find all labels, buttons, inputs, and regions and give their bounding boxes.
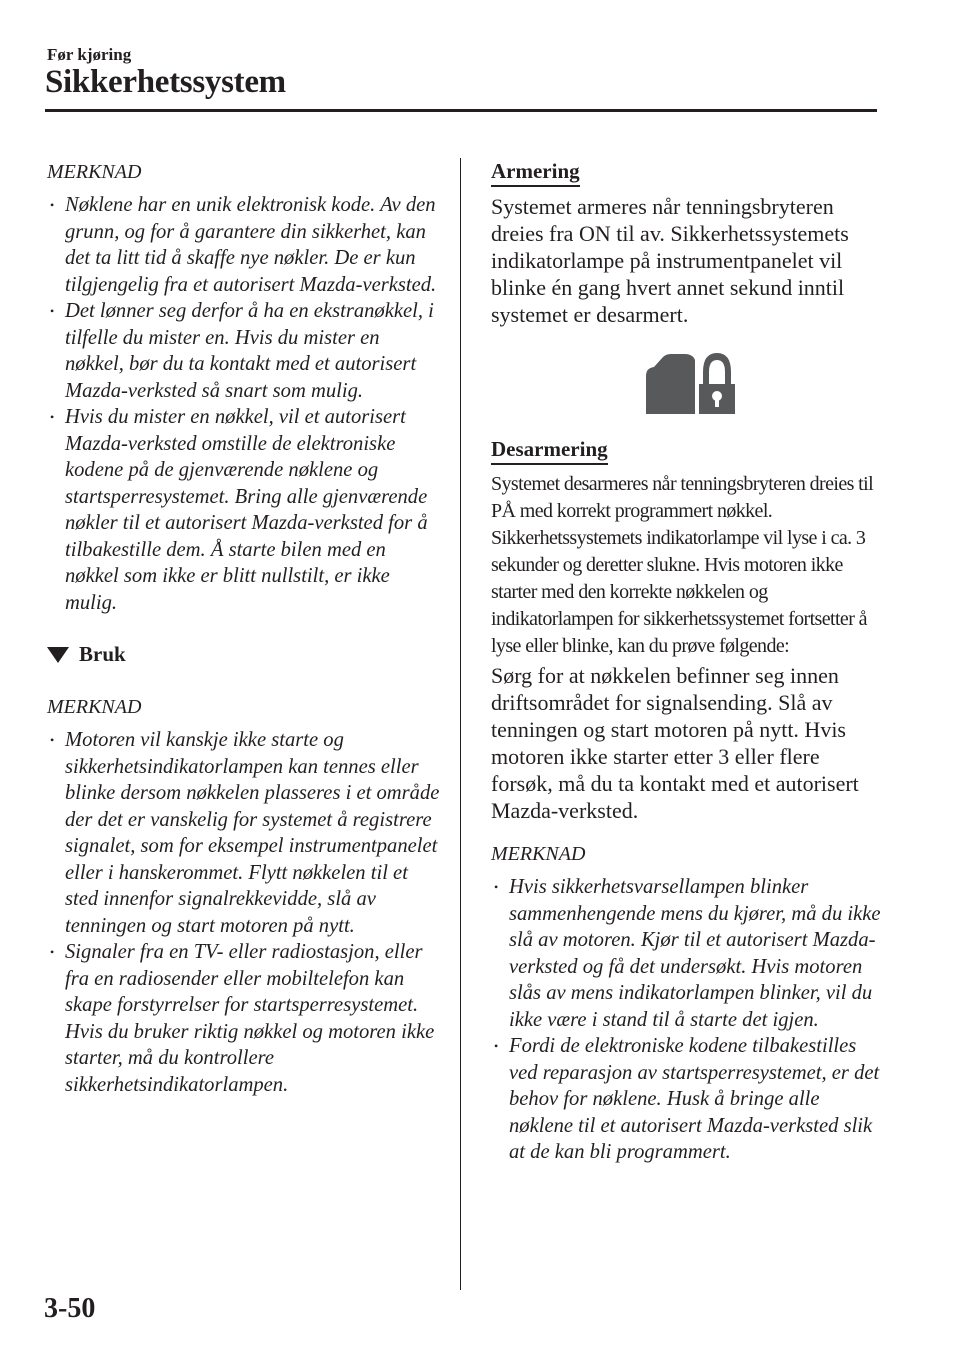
column-divider [460,158,461,1290]
right-column [491,158,883,1166]
note-item: • Motoren vil kanskje ikke starte og sikkerhetsindikatorlampen kan tennes eller blinke dersom nøkkelen plasseres i et område der det er vanskelig for systemet å registrere signalet, som for eksempel instrumentpanelet eller i hanskerommet. Flytt nøkkelen til et sted innenfor signalrekkevidde, slå av tenningen og start motoren på nytt. [47,727,442,939]
page-number: 3-50 [44,1293,96,1324]
armering-heading: Armering [491,158,580,187]
note-item: • Fordi de elektroniske kodene tilbakestilles ved reparasjon av startsperresystemet, er det behov for nøklene. Husk å bringe alle nøklene til et autorisert Mazda-verksted slik at de kan bli programmert. [491,1033,883,1166]
note-list [491,874,883,1166]
note-item: • Signaler fra en TV- eller radiostasjon, eller fra en radiosender eller mobiltelefon kan skape forstyrrelser for startsperresystemet. Hvis du bruker riktig nøkkel og motoren ikke starter, må du kontrollere sikkerhetsindikatorlampen. [47,939,442,1098]
note-item: • Nøklene har en unik elektronisk kode. Av den grunn, og for å garantere din sikkerhet, kan det ta litt tid å skaffe nye nøkler. De er kun tilgjengelig fra et autorisert Mazda-verksted. [47,192,442,298]
note-list [47,727,442,1098]
triangle-down-icon [47,647,69,663]
bruk-heading-label: Bruk [79,642,126,666]
note-heading: MERKNAD [491,843,586,865]
desarmering-text-continued: Sørg for at nøkkelen befinner seg innen driftsområdet for signalsending. Slå av tenningen og start motoren på nytt. Hvis motoren ikke starter etter 3 eller flere forsøk, må du ta kontakt med et autorisert Mazda-verksted. [491,663,859,823]
section-label: Før kjøring [47,45,132,64]
note-item: • Hvis du mister en nøkkel, vil et autorisert Mazda-verksted omstille de elektroniske kodene på de gjenværende nøklene og startsperresystemet. Bring alle gjenværende nøkler til et autorisert Mazda-verksted for å tilbakestille dem. Å starte bilen med en nøkkel som ikke er blitt nullstilt, er ikke mulig. [47,404,442,616]
security-indicator-lamp-icon [491,348,883,418]
header-divider [45,109,877,112]
note-item: • Det lønner seg derfor å ha en ekstranøkkel, i tilfelle du mister en. Hvis du mister en nøkkel, bør du ta kontakt med et autorisert Mazda-verksted så snart som mulig. [47,298,442,404]
desarmering-text: Systemet desarmeres når tenningsbryteren dreies til PÅ med korrekt programmert nøkkel. Sikkerhetssystemets indikatorlampe vil lyse i ca. 3 sekunder og deretter slukne. Hvis motoren ikke starter med den korrekte nøkkelen og indikatorlampen for sikkerhetssystemet fortsetter å lyse eller blinke, kan du prøve følgende: [491,473,874,657]
desarmering-heading: Desarmering [491,436,608,465]
bruk-section-heading [47,642,442,667]
note-item: • Hvis sikkerhetsvarsellampen blinker sammenhengende mens du kjører, må du ikke slå av motoren. Kjør til et autorisert Mazda-verksted og få det undersøkt. Hvis motoren slås av mens indikatorlampen blinker, vil du ikke være i stand til å starte det igjen. [491,874,883,1033]
note-heading: MERKNAD [47,696,142,718]
note-heading: MERKNAD [47,161,142,183]
left-column [47,158,442,1098]
note-list [47,192,442,616]
armering-text: Systemet armeres når tenningsbryteren dreies fra ON til av. Sikkerhetssystemets indikatorlampe på instrumentpanelet vil blinke én gang hvert annet sekund inntil systemet er desarmert. [491,194,849,327]
page-title: Sikkerhetssystem [45,64,286,100]
